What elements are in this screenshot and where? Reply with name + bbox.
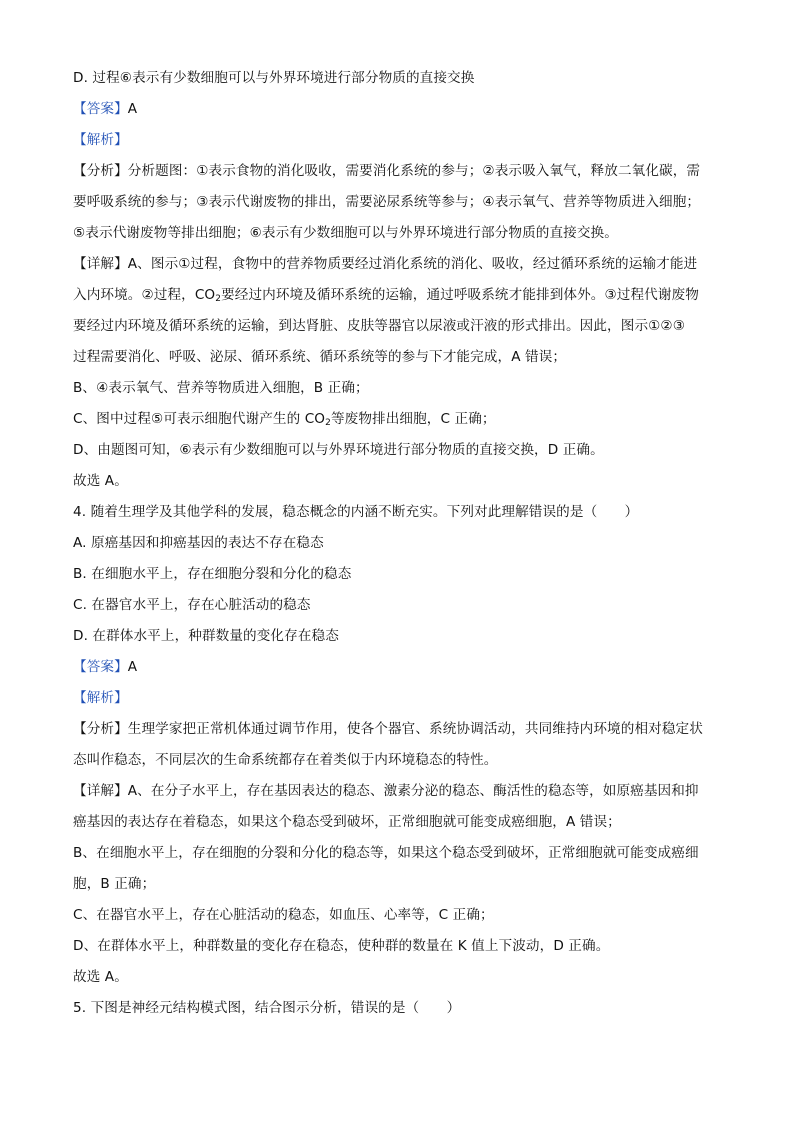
q4-option-d: D. 在群体水平上，种群数量的变化存在稳态 (73, 628, 339, 644)
q3-choose: 故选 A。 (73, 473, 128, 489)
q5-stem: 5. 下图是神经元结构模式图，结合图示分析，错误的是（ ） (73, 1000, 461, 1016)
answer-tag: 【答案】 (73, 659, 128, 675)
subscript: 2 (325, 418, 331, 428)
q4-analysis-tag: 【解析】 (73, 690, 128, 706)
q3-answer (73, 94, 725, 125)
answer-tag: 【答案】 (73, 101, 128, 117)
q4-choose: 故选 A。 (73, 969, 128, 985)
xiangjie-tag: 【详解】 (73, 783, 128, 799)
answer-value: A (127, 101, 138, 117)
q3-analysis-tag: 【解析】 (73, 132, 128, 148)
q4-xiangjie-line (73, 776, 725, 807)
q4-fenxi-line: 态叫作稳态，不同层次的生命系统都存在着类似于内环境稳态的特性。 (73, 752, 498, 768)
fenxi-tag: 【分析】 (73, 163, 128, 179)
q4-xiangjie-line: D、在群体水平上，种群数量的变化存在稳态，使种群的数量在 K 值上下波动，D 正确。 (73, 938, 610, 954)
xiangjie-text: 要经过内环境及循环系统的运输，通过呼吸系统才能排到体外。③过程代谢废物 (221, 287, 699, 303)
q4-fenxi-line (73, 714, 725, 745)
document-page (73, 63, 725, 1024)
fenxi-text: 分析题图：①表示食物的消化吸收，需要消化系统的参与；②表示吸入氧气，释放二氧化碳，需 (127, 163, 701, 179)
q4-xiangjie-line: 癌基因的表达存在着稳态，如果这个稳态受到破坏，正常细胞就可能变成癌细胞，A 错误； (73, 814, 621, 830)
q4-xiangjie-line: 胞，B 正确； (73, 876, 156, 892)
q3-xiangjie-line: 过程需要消化、呼吸、泌尿、循环系统、循环系统等的参与下才能完成，A 错误； (73, 349, 567, 365)
fenxi-tag: 【分析】 (73, 721, 128, 737)
q3-fenxi-line: ⑤表示代谢废物等排出细胞；⑥表示有少数细胞可以与外界环境进行部分物质的直接交换。 (73, 225, 618, 241)
q4-stem: 4. 随着生理学及其他学科的发展，稳态概念的内涵不断充实。下列对此理解错误的是（ ） (73, 504, 639, 520)
q4-xiangjie-line: B、在细胞水平上，存在细胞的分裂和分化的稳态等，如果这个稳态受到破坏，正常细胞就可能变成癌细 (73, 845, 699, 861)
xiangjie-text: 等废物排出细胞，C 正确； (330, 411, 496, 427)
q4-option-c: C. 在器官水平上，存在心脏活动的稳态 (73, 597, 311, 613)
q3-xiangjie-line (73, 280, 725, 311)
xiangjie-tag: 【详解】 (73, 256, 128, 272)
fenxi-text: 生理学家把正常机体通过调节作用，使各个器官、系统协调活动，共同维持内环境的相对稳定状 (127, 721, 703, 737)
xiangjie-text: A、在分子水平上，存在基因表达的稳态、激素分泌的稳态、酶活性的稳态等，如原癌基因和抑 (127, 783, 699, 799)
q3-xiangjie-line: D、由题图可知，⑥表示有少数细胞可以与外界环境进行部分物质的直接交换，D 正确。 (73, 442, 604, 458)
q3-xiangjie-line: 要经过内环境及循环系统的运输，到达肾脏、皮肤等器官以尿液或汗液的形式排出。因此，图示①②③ (73, 318, 685, 334)
xiangjie-text: A、图示①过程，食物中的营养物质要经过消化系统的消化、吸收，经过循环系统的运输才能进 (127, 256, 698, 272)
xiangjie-text: C、图中过程⑤可表示细胞代谢产生的 CO (73, 411, 326, 427)
q3-fenxi-line: 要呼吸系统的参与；③表示代谢废物的排出，需要泌尿系统等参与；④表示氧气、营养等物质进入细胞； (73, 194, 701, 210)
q3-fenxi-line (73, 156, 725, 187)
subscript: 2 (215, 294, 222, 304)
q3-xiangjie-line (73, 404, 725, 435)
q3-option-d: D. 过程⑥表示有少数细胞可以与外界环境进行部分物质的直接交换 (73, 70, 475, 86)
q3-xiangjie-line: B、④表示氧气、营养等物质进入细胞，B 正确； (73, 380, 369, 396)
q4-answer (73, 652, 725, 683)
q4-xiangjie-line: C、在器官水平上，存在心脏活动的稳态，如血压、心率等，C 正确； (73, 907, 494, 923)
q3-xiangjie-line (73, 249, 725, 280)
q4-option-b: B. 在细胞水平上，存在细胞分裂和分化的稳态 (73, 566, 352, 582)
q4-option-a: A. 原癌基因和抑癌基因的表达不存在稳态 (73, 535, 324, 551)
answer-value: A (127, 659, 138, 675)
xiangjie-text: 入内环境。②过程，CO (73, 287, 216, 303)
